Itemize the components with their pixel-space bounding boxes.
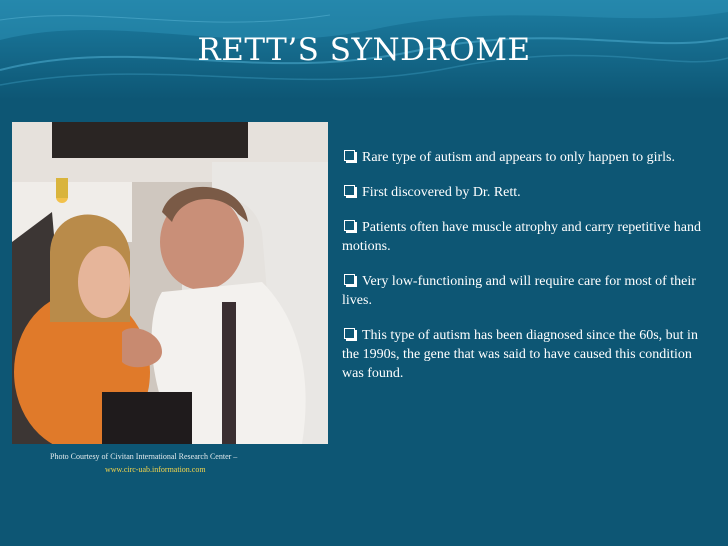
bullet-text: First discovered by Dr. Rett. xyxy=(362,185,521,200)
bullet-text: Patients often have muscle atrophy and carry repetitive hand motions. xyxy=(342,220,701,254)
checkbox-bullet-icon xyxy=(344,150,355,161)
checkbox-bullet-icon xyxy=(344,185,355,196)
bullet-item xyxy=(342,148,707,167)
bullet-list xyxy=(342,148,707,399)
slide-title: RETT’S SYNDROME xyxy=(197,32,531,68)
doctor-examining-girl-photo xyxy=(12,122,328,444)
checkbox-bullet-icon xyxy=(344,328,355,339)
bullet-text: This type of autism has been diagnosed since the 60s, but in the 1990s, the gene that was said to have caused this condition was found. xyxy=(342,328,698,381)
bullet-item xyxy=(342,326,707,383)
bullet-item xyxy=(342,183,707,202)
bullet-text: Rare type of autism and appears to only happen to girls. xyxy=(362,150,675,165)
bullet-text: Very low-functioning and will require care for most of their lives. xyxy=(342,274,696,308)
bullet-item xyxy=(342,218,707,256)
checkbox-bullet-icon xyxy=(344,274,355,285)
caption-source-link[interactable]: www.circ-uab.information.com xyxy=(105,465,206,474)
bullet-item xyxy=(342,272,707,310)
photo-caption xyxy=(50,450,290,476)
checkbox-bullet-icon xyxy=(344,220,355,231)
caption-credit: Photo Courtesy of Civitan International Research Center – xyxy=(50,452,238,461)
